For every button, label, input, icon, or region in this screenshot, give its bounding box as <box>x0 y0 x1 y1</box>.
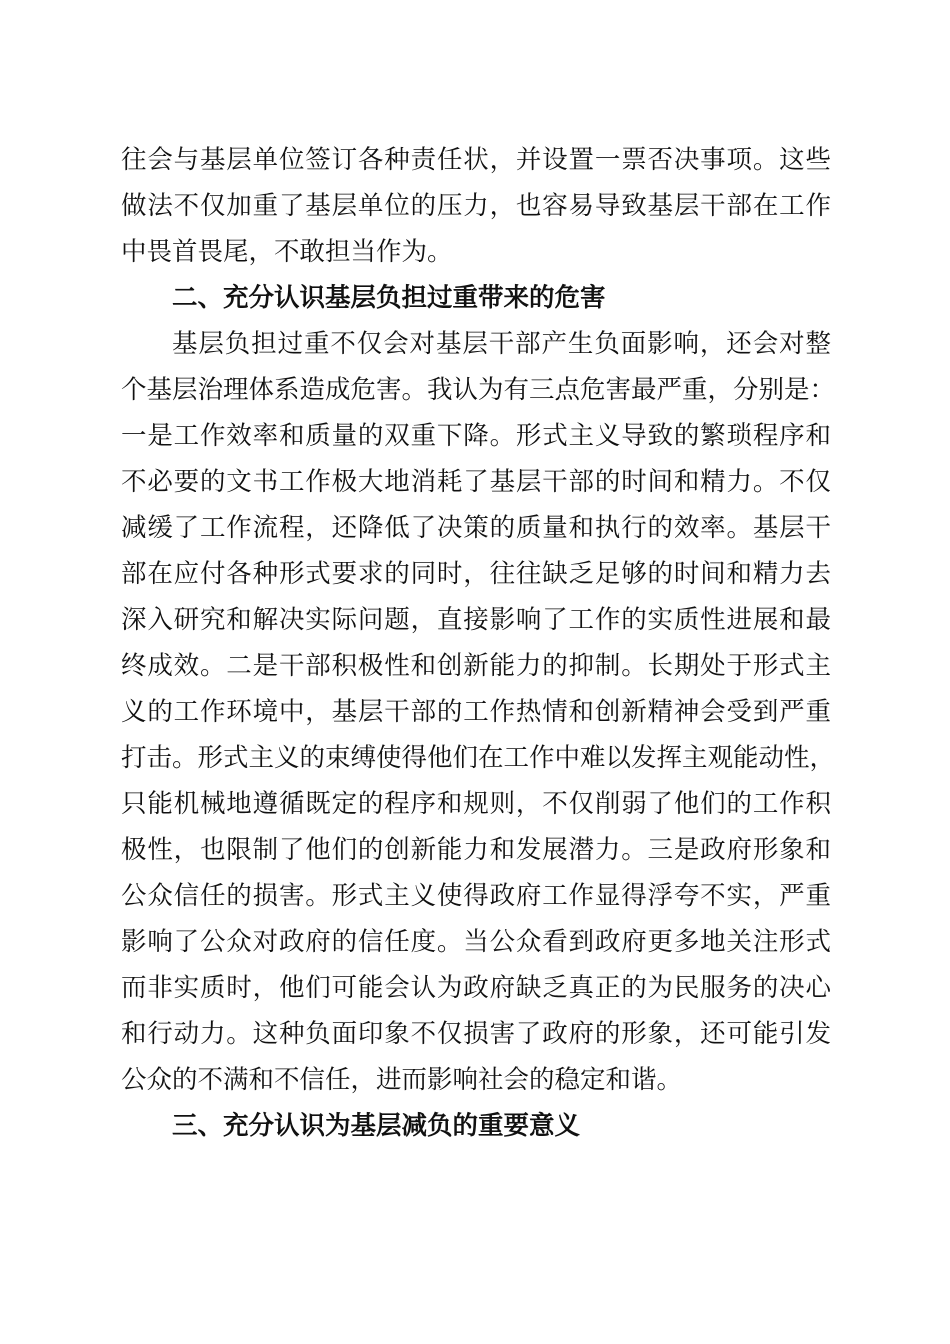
paragraph-line: 终成效。二是干部积极性和创新能力的抑制。长期处于形式主 <box>121 651 831 681</box>
paragraph-line: 义的工作环境中，基层干部的工作热情和创新精神会受到严重 <box>121 697 831 727</box>
paragraph-line: 减缓了工作流程，还降低了决策的质量和执行的效率。基层干 <box>121 513 831 543</box>
paragraph-line: 而非实质时，他们可能会认为政府缺乏真正的为民服务的决心 <box>121 973 831 1003</box>
paragraph-line: 部在应付各种形式要求的同时，往往缺乏足够的时间和精力去 <box>121 559 831 589</box>
paragraph-line: 和行动力。这种负面印象不仅损害了政府的形象，还可能引发 <box>121 1019 831 1049</box>
paragraph-line: 不必要的文书工作极大地消耗了基层干部的时间和精力。不仅 <box>121 467 831 497</box>
paragraph-line: 基层负担过重不仅会对基层干部产生负面影响，还会对整 <box>172 329 831 359</box>
paragraph-line: 只能机械地遵循既定的程序和规则，不仅削弱了他们的工作积 <box>121 789 831 819</box>
paragraph-line: 中畏首畏尾，不敢担当作为。 <box>121 237 453 267</box>
paragraph-line: 打击。形式主义的束缚使得他们在工作中难以发挥主观能动性， <box>121 743 836 773</box>
paragraph-line: 影响了公众对政府的信任度。当公众看到政府更多地关注形式 <box>121 927 831 957</box>
paragraph-line: 公众信任的损害。形式主义使得政府工作显得浮夸不实，严重 <box>121 881 831 911</box>
paragraph-line: 一是工作效率和质量的双重下降。形式主义导致的繁琐程序和 <box>121 421 831 451</box>
paragraph-line: 个基层治理体系造成危害。我认为有三点危害最严重，分别是： <box>121 375 836 405</box>
section-heading-2: 二、充分认识基层负担过重带来的危害 <box>172 283 606 313</box>
paragraph-line: 极性，也限制了他们的创新能力和发展潜力。三是政府形象和 <box>121 835 831 865</box>
paragraph-line: 做法不仅加重了基层单位的压力，也容易导致基层干部在工作 <box>121 191 831 221</box>
paragraph-line: 深入研究和解决实际问题，直接影响了工作的实质性进展和最 <box>121 605 831 635</box>
paragraph-line: 往会与基层单位签订各种责任状，并设置一票否决事项。这些 <box>121 145 831 175</box>
section-heading-3: 三、充分认识为基层减负的重要意义 <box>172 1111 581 1141</box>
paragraph-line: 公众的不满和不信任，进而影响社会的稳定和谐。 <box>121 1065 683 1095</box>
